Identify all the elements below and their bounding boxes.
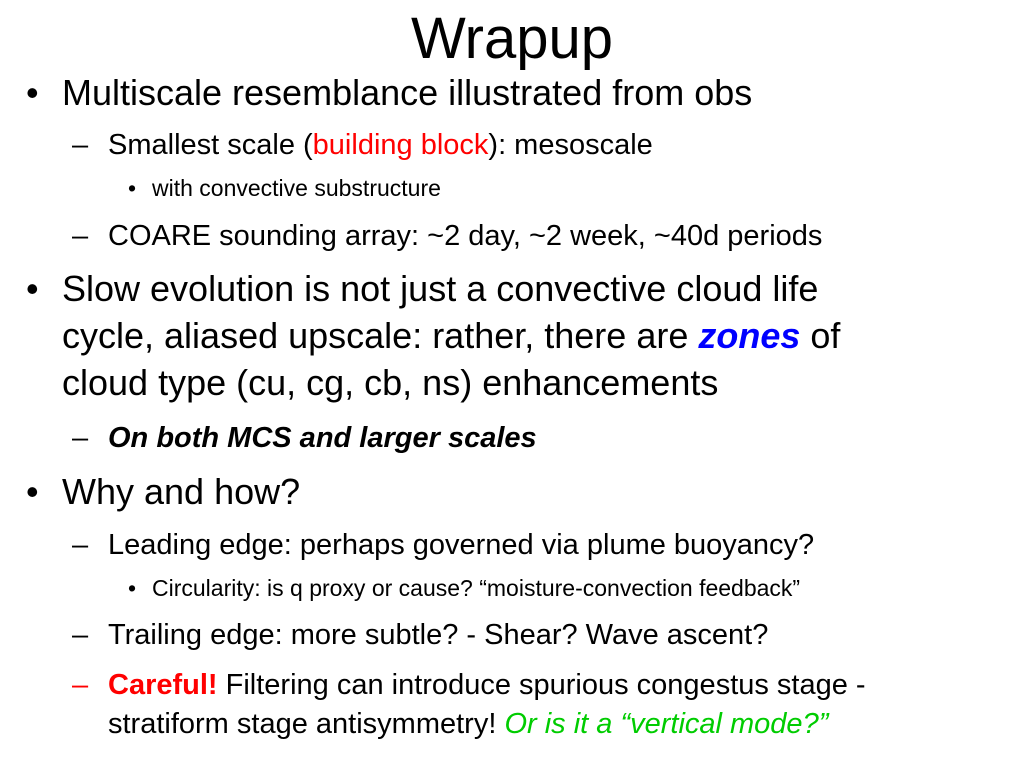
bullet-1-sub-2-text: COARE sounding array: ~2 day, ~2 week, ~40d periods — [108, 220, 823, 252]
bullet-marker: • — [26, 471, 39, 512]
text-segment: Smallest scale ( — [108, 129, 313, 161]
building-block-highlight: building block — [312, 129, 489, 161]
bullet-2-line-3: cloud type (cu, cg, cb, ns) enhancements — [62, 362, 719, 403]
bullet-1-sub-1-text — [108, 126, 653, 164]
bullet-3-sub-3-line-2 — [108, 705, 828, 743]
bullet-2-sub-1-text: On both MCS and larger scales — [108, 422, 537, 454]
text-segment: Filtering can introduce spurious congestus stage - — [217, 669, 866, 701]
bullet-2-line-1: Slow evolution is not just a convective cloud life — [62, 268, 819, 309]
dash-marker: – — [72, 220, 89, 252]
bullet-marker: • — [26, 268, 39, 309]
bullet-marker: • — [128, 575, 137, 601]
bullet-3-sub-1-sub-1-text: Circularity: is q proxy or cause? “moisture-convection feedback” — [152, 575, 801, 601]
vertical-mode-emphasis: Or is it a “vertical mode?” — [504, 708, 829, 740]
dash-marker: – — [72, 422, 89, 454]
careful-emphasis: Careful! — [108, 669, 218, 701]
bullet-marker: • — [128, 175, 137, 201]
bullet-3-sub-1-text: Leading edge: perhaps governed via plume buoyancy? — [108, 529, 815, 561]
text-segment: cycle, aliased upscale: rather, there are — [62, 315, 699, 356]
text-segment: of — [800, 315, 841, 356]
bullet-1-text: Multiscale resemblance illustrated from obs — [62, 72, 753, 113]
bullet-marker: • — [26, 72, 39, 113]
bullet-3-sub-2-text: Trailing edge: more subtle? - Shear? Wave ascent? — [108, 619, 769, 651]
slide-title: Wrapup — [410, 6, 614, 71]
zones-emphasis: zones — [698, 315, 801, 356]
bullet-2-line-2 — [62, 313, 840, 359]
dash-marker-red: – — [72, 669, 89, 701]
dash-marker: – — [72, 619, 89, 651]
bullet-1-sub-1-sub-1-text: with convective substructure — [152, 175, 441, 201]
dash-marker: – — [72, 529, 89, 561]
text-segment: ): mesoscale — [488, 129, 653, 161]
bullet-3-sub-3-line-1 — [108, 666, 866, 704]
bullet-3-text: Why and how? — [62, 471, 301, 512]
dash-marker: – — [72, 129, 89, 161]
text-segment: stratiform stage antisymmetry! — [108, 708, 505, 740]
